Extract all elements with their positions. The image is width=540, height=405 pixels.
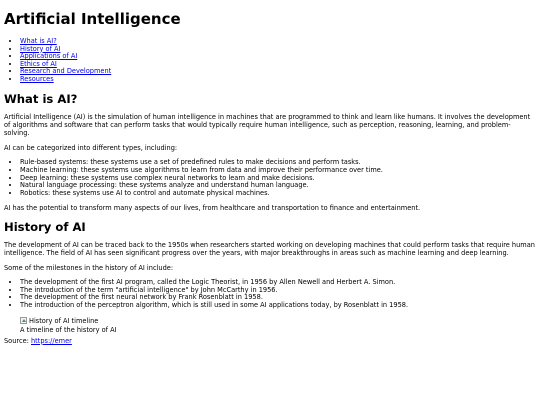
- section-heading-what-is-ai: What is AI?: [4, 91, 78, 106]
- list-item: • Rule-based systems: these systems use a set of predefined rules to make decisions and perform tasks.: [20, 159, 536, 167]
- toc-item-applications: [20, 53, 536, 61]
- source-label: Source:: [4, 336, 29, 345]
- toc-link-research[interactable]: Research and Development: [20, 67, 112, 76]
- toc-link-ethics[interactable]: Ethics of AI: [20, 59, 57, 68]
- source-link[interactable]: https://emer: [30, 336, 72, 345]
- ai-types-list: [4, 159, 536, 197]
- source-line: [4, 337, 536, 345]
- figure-caption: A timeline of the history of AI: [20, 326, 117, 335]
- page-title: Artificial Intelligence: [4, 10, 181, 28]
- toc-link-applications[interactable]: Applications of AI: [20, 52, 78, 61]
- list-item: • Deep learning: these systems use complex neural networks to learn and make decisions.: [20, 175, 536, 183]
- list-item: • Machine learning: these systems use algorithms to learn from data and improve their performance over time.: [20, 167, 536, 175]
- list-item: • The development of the first neural network by Frank Rosenblatt in 1958.: [20, 294, 536, 302]
- toc-item-history: [20, 46, 536, 54]
- list-item: • Robotics: these systems use AI to control and automate physical machines.: [20, 190, 536, 198]
- list-item: • The introduction of the term "artificial intelligence" by John McCarthy in 1956.: [20, 287, 536, 295]
- history-intro: The development of AI can be traced back to the 1950s when researchers started working on developing machines that could perform tasks that require human intelligence. The field of AI has seen significant progress over the years, with major breakthroughs in areas such as machine learning and deep learning.: [4, 240, 535, 257]
- toc-link-resources[interactable]: Resources: [20, 74, 54, 83]
- toc-item-what-is-ai: [20, 38, 536, 46]
- milestones-intro: Some of the milestones in the history of AI include:: [4, 263, 174, 272]
- image-alt-text: History of AI timeline: [29, 316, 99, 325]
- what-is-ai-closing: AI has the potential to transform many aspects of our lives, from healthcare and transportation to finance and entertainment.: [4, 204, 421, 213]
- list-item: • The introduction of the perceptron algorithm, which is still used in some AI applications today, by Rosenblatt in 1958.: [20, 302, 536, 310]
- ai-types-intro: AI can be categorized into different types, including:: [4, 144, 178, 153]
- broken-image-icon: [20, 317, 27, 324]
- toc-item-research: [20, 68, 536, 76]
- what-is-ai-intro: Artificial Intelligence (AI) is the simulation of human intelligence in machines that are programmed to think and learn like humans. It involves the development of algorithms and software that can perform tasks that would typically require human intelligence, such as perception, reasoning, learning, and problem-solving.: [4, 112, 531, 137]
- toc-link-history[interactable]: History of AI: [20, 44, 61, 53]
- table-of-contents: [4, 38, 536, 84]
- history-figure: [4, 317, 536, 335]
- list-item: • Natural language processing: these systems analyze and understand human language.: [20, 182, 536, 190]
- section-heading-history: History of AI: [4, 219, 86, 234]
- history-timeline-image: [20, 317, 98, 325]
- toc-link-what-is-ai[interactable]: What is AI?: [20, 37, 57, 45]
- milestones-list: [4, 279, 536, 309]
- toc-item-resources: [20, 76, 536, 84]
- list-item: • The development of the first AI program, called the Logic Theorist, in 1956 by Allen Newell and Herbert A. Simon.: [20, 279, 536, 287]
